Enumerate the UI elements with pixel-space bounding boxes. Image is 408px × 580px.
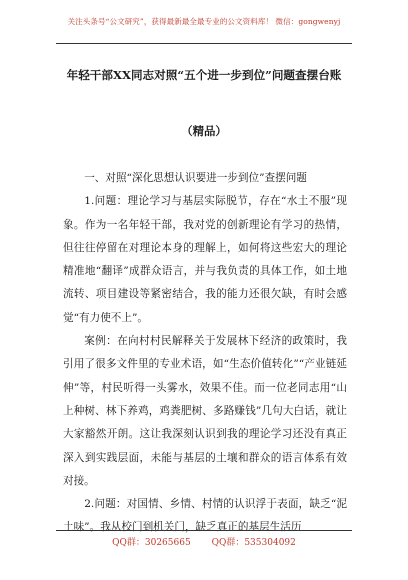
document-subtitle: （精品）: [181, 124, 227, 138]
body-paragraph: 2.问题：对国情、乡情、村情的认识浮于表面，缺乏“泥土味”。我从校门到机关门，缺乏真正的基层生活历: [63, 498, 347, 534]
body-paragraph: 案例：在向村村民解释关于发展林下经济的政策时，我引用了很多文件里的专业术语，如“生态价值转化”“产业链延伸”等，村民听得一头雾水，效果不佳。而一位老同志用“山上种树、林下养鸡，鸡粪肥树、多路赚钱”几句大白话，就让大家豁然开朗。这让我深刻认识到我的理论学习还没有真正深入到实践层面，未能与基层的土壤和群众的语言体系有效对接。: [63, 335, 347, 487]
footer: [0, 535, 408, 548]
header-divider: [56, 43, 352, 44]
header-banner: 关注头条号“公文研究”，获得最新最全最专业的公文资料库！ 微信：gongwenyj: [67, 17, 341, 26]
body-paragraph: 1.问题：理论学习与基层实际脱节，存在“水土不服”现象。作为一名年轻干部，我对党的创新理论有学习的热情，但往往停留在对理论本身的理解上，如何将这些宏大的理论精准地“翻译”成群众语言，并与我负责的具体工作，如土地流转、项目建设等紧密结合，我的能力还很欠缺，有时会感觉“有力使不上”。: [63, 195, 347, 324]
footer-qq-group-2: QQ群：535304092: [211, 538, 296, 548]
document-title: 年轻干部XX同志对照“五个进一步到位”问题查摆台账: [66, 68, 342, 82]
section-heading: 一、对照“深化思想认识要进一步到位”查摆问题: [84, 172, 307, 184]
footer-divider: [56, 530, 352, 531]
footer-qq-group-1: QQ群：30265665: [112, 538, 191, 548]
document-body: [63, 167, 347, 540]
